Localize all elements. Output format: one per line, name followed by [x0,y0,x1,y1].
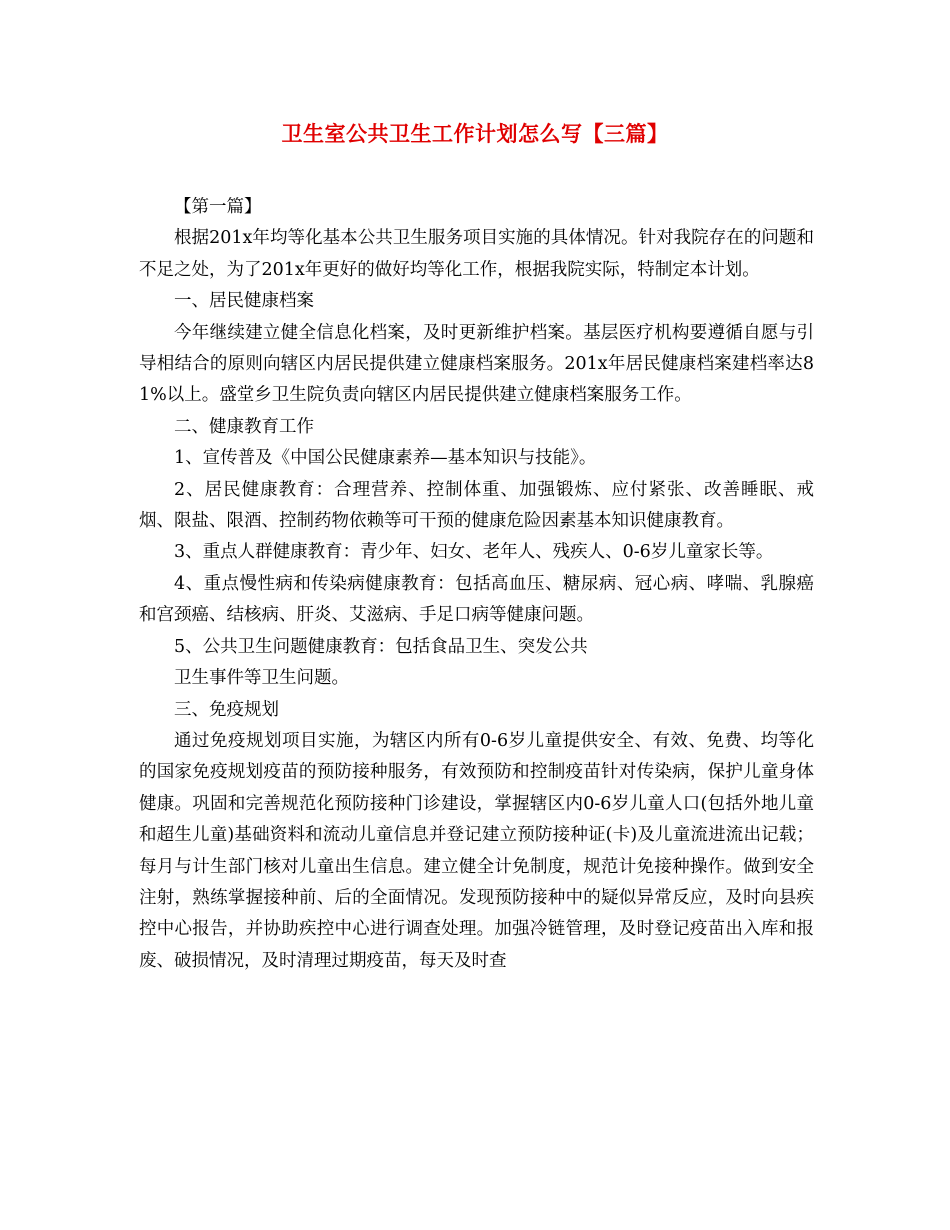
list-item-5-continued: 卫生事件等卫生问题。 [174,668,349,689]
health-records-paragraph: 今年继续建立健全信息化档案，及时更新维护档案。基层医疗机构要遵循自愿与引导相结合的原则向辖区内居民提供建立健康档案服务。201x年居民健康档案建档率达81%以上。盛堂乡卫生院负责向辖区内居民提供建立健康档案服务工作。 [139,322,814,406]
section-heading-health-records: 一、居民健康档案 [174,291,314,312]
section-heading-immunization: 三、免疫规划 [174,699,279,720]
list-item-5: 5、公共卫生问题健康教育：包括食品卫生、突发公共 [174,636,588,657]
immunization-paragraph: 通过免疫规划项目实施，为辖区内所有0-6岁儿童提供安全、有效、免费、均等化的国家免疫规划疫苗的预防接种服务，有效预防和控制疫苗针对传染病，保护儿童身体健康。巩固和完善规范化预防接种门诊建设，掌握辖区内0-6岁儿童人口(包括外地儿童和超生儿童)基础资料和流动儿童信息并登记建立预防接种证(卡)及儿童流进流出记载；每月与计生部门核对儿童出生信息。建立健全计免制度，规范计免接种操作。做到安全注射，熟练掌握接种前、后的全面情况。发现预防接种中的疑似异常反应，及时向县疾控中心报告，并协助疾控中心进行调查处理。加强冷链管理，及时登记疫苗出入库和报废、破损情况，及时清理过期疫苗，每天及时查 [139,730,814,971]
intro-paragraph: 根据201x年均等化基本公共卫生服务项目实施的具体情况。针对我院存在的问题和不足之处，为了201x年更好的做好均等化工作，根据我院实际，特制定本计划。 [139,228,814,280]
document-body [139,192,814,977]
document-title: 卫生室公共卫生工作计划怎么写【三篇】 [281,121,669,146]
section-heading-part-one: 【第一篇】 [174,197,262,217]
list-item-2: 2、居民健康教育：合理营养、控制体重、加强锻炼、应付紧张、改善睡眠、戒烟、限盐、限酒、控制药物依赖等可干预的健康危险因素基本知识健康教育。 [139,479,814,532]
list-item-4: 4、重点慢性病和传染病健康教育：包括高血压、糖尿病、冠心病、哮喘、乳腺癌和宫颈癌、结核病、肝炎、艾滋病、手足口病等健康问题。 [139,573,814,626]
list-item-1: 1、宣传普及《中国公民健康素养—基本知识与技能》。 [174,448,597,469]
list-item-3: 3、重点人群健康教育：青少年、妇女、老年人、残疾人、0-6岁儿童家长等。 [174,542,774,563]
section-heading-health-education: 二、健康教育工作 [174,416,314,437]
